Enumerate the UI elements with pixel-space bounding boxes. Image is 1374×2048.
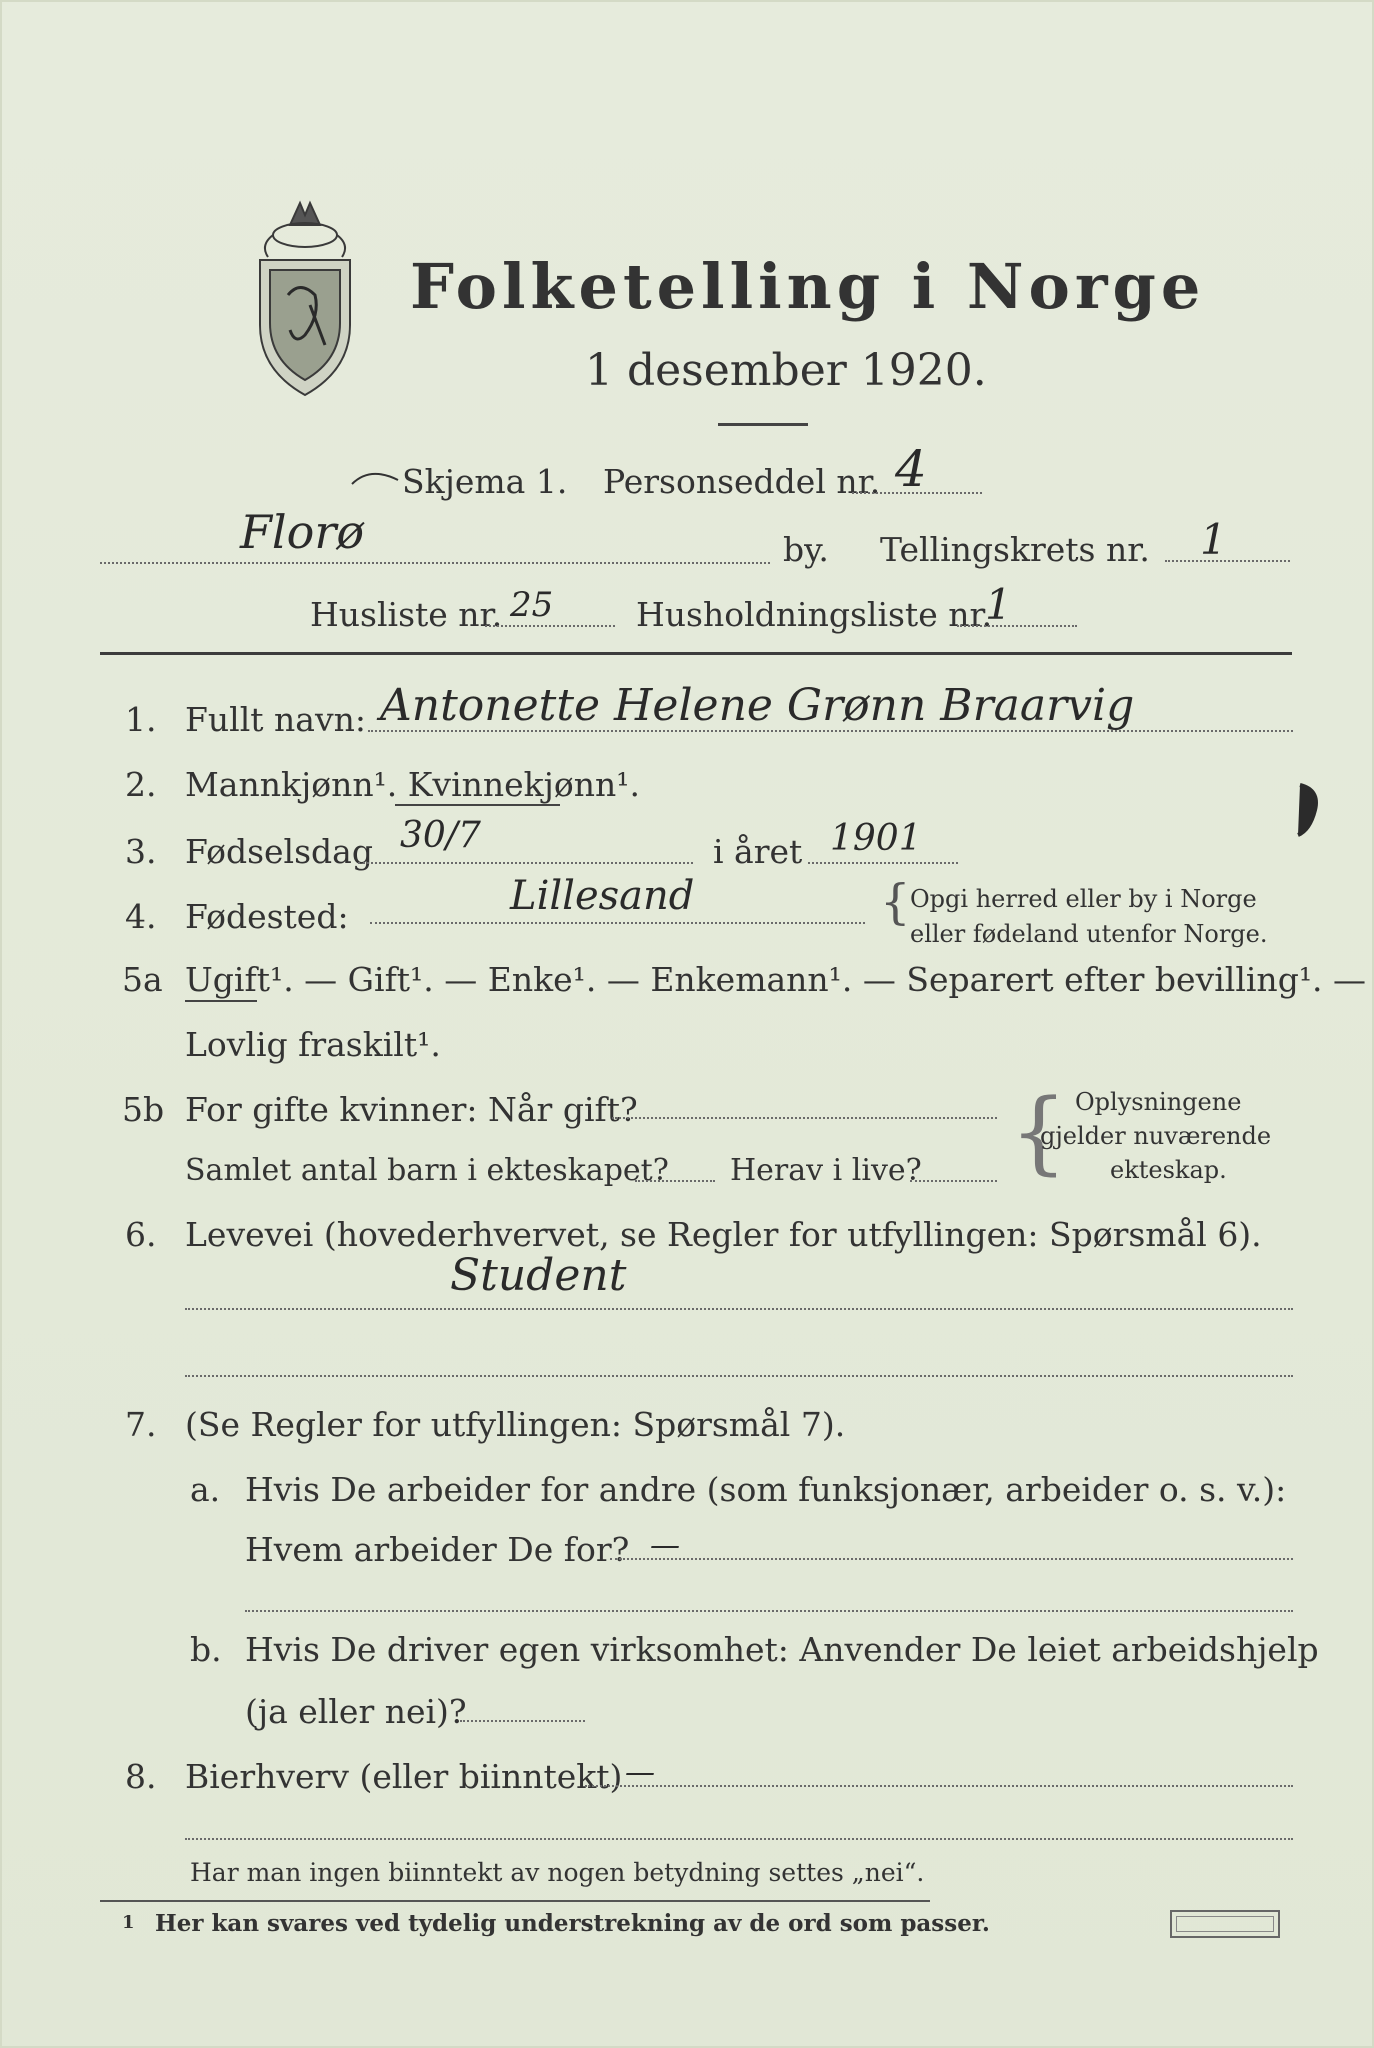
occupation-line — [185, 1308, 1293, 1310]
employer-line — [610, 1558, 1293, 1560]
alive-line — [910, 1180, 997, 1182]
side-income-line-2 — [185, 1838, 1293, 1840]
tellingskrets-value[interactable]: 1 — [1200, 515, 1227, 564]
pen-stroke-mark — [350, 462, 400, 492]
birthday-line — [358, 862, 693, 864]
q6-label: Levevei (hovederhvervet, se Regler for utfyllingen: Spørsmål 6). — [185, 1215, 1262, 1254]
q7-number: 7. — [125, 1405, 157, 1444]
nei-note: Har man ingen biinntekt av nogen betydning settes „nei“. — [190, 1858, 925, 1887]
husliste-value[interactable]: 25 — [510, 585, 554, 625]
q2-number: 2. — [125, 765, 157, 804]
gender-options[interactable]: Mannkjønn¹. Kvinnekjønn¹. — [185, 765, 640, 804]
q8-label: Bierhverv (eller biinntekt) — [185, 1757, 623, 1796]
side-income-line — [585, 1785, 1293, 1787]
year-line — [808, 862, 958, 864]
q4-note-line2: eller fødeland utenfor Norge. — [910, 920, 1268, 948]
q5b-note-line2: gjelder nuværende — [1040, 1122, 1272, 1150]
printer-stamp — [1170, 1910, 1280, 1938]
q1-label: Fullt navn: — [185, 700, 366, 739]
by-value[interactable]: Florø — [240, 505, 365, 559]
ugift-underline — [185, 1000, 257, 1002]
occupation-value[interactable]: Student — [450, 1250, 627, 1301]
marital-status-options-2[interactable]: Lovlig fraskilt¹. — [185, 1025, 441, 1064]
q8-number: 8. — [125, 1757, 157, 1796]
husliste-label: Husliste nr. — [310, 595, 503, 634]
tellingskrets-label: Tellingskrets nr. — [880, 530, 1150, 569]
q4-label: Fødested: — [185, 897, 349, 936]
skjema-label: Skjema 1. — [402, 462, 568, 501]
q4-note-line1: Opgi herred eller by i Norge — [910, 885, 1257, 913]
q5b-note-line1: Oplysningene — [1075, 1088, 1242, 1116]
occupation-line-2 — [185, 1375, 1293, 1377]
q7a-letter: a. — [190, 1470, 221, 1509]
q7b-line2: (ja eller nei)? — [245, 1692, 467, 1731]
q7b-line1: Hvis De driver egen virksomhet: Anvender De leiet arbeidshjelp — [245, 1630, 1319, 1669]
married-date-line — [612, 1117, 997, 1119]
q3-label: Fødselsdag — [185, 832, 373, 871]
q7-label: (Se Regler for utfyllingen: Spørsmål 7). — [185, 1405, 846, 1444]
note-brace-2: { — [1010, 1080, 1068, 1185]
census-date: 1 desember 1920. — [585, 345, 987, 396]
side-income-value[interactable]: — — [625, 1755, 655, 1790]
birthday-value[interactable]: 30/7 — [400, 815, 481, 856]
children-label: Samlet antal barn i ekteskapet? — [185, 1153, 669, 1188]
hired-help-line — [460, 1720, 585, 1722]
husliste-line — [485, 625, 615, 627]
q4-number: 4. — [125, 897, 157, 936]
norwegian-coat-of-arms-icon — [250, 195, 360, 405]
year-label: i året — [713, 832, 803, 871]
q7b-letter: b. — [190, 1630, 222, 1669]
q7a-line1: Hvis De arbeider for andre (som funksjonær, arbeider o. s. v.): — [245, 1470, 1287, 1509]
marital-status-options[interactable]: Ugift¹. — Gift¹. — Enke¹. — Enkemann¹. — Separert efter bevilling¹. — — [185, 960, 1367, 999]
husholdning-line — [957, 625, 1077, 627]
birth-year-value[interactable]: 1901 — [830, 818, 922, 859]
tellingskrets-line — [1165, 560, 1290, 562]
q5a-number: 5a — [122, 960, 163, 999]
by-line — [100, 562, 770, 564]
footnote-text: Her kan svares ved tydelig understrekning av de ord som passer. — [155, 1910, 990, 1937]
q1-number: 1. — [125, 700, 157, 739]
husholdning-value[interactable]: 1 — [985, 580, 1012, 629]
birthplace-value[interactable]: Lillesand — [510, 873, 695, 919]
personseddel-value[interactable]: 4 — [895, 440, 927, 498]
q7a-line2: Hvem arbeider De for? — [245, 1530, 630, 1569]
paper-tear-mark — [1290, 780, 1330, 840]
q5b-note-line3: ekteskap. — [1110, 1156, 1227, 1184]
alive-label: Herav i live? — [730, 1153, 922, 1188]
employer-value[interactable]: — — [650, 1528, 680, 1563]
q6-number: 6. — [125, 1215, 157, 1254]
header-separator — [100, 652, 1292, 655]
title-divider — [718, 423, 808, 426]
by-label: by. — [783, 530, 829, 569]
full-name-value[interactable]: Antonette Helene Grønn Braarvig — [380, 680, 1135, 731]
personseddel-label: Personseddel nr. — [603, 462, 881, 501]
footnote-separator — [100, 1900, 930, 1902]
note-brace: { — [880, 874, 911, 930]
children-line — [635, 1180, 715, 1182]
birthplace-line — [370, 922, 865, 924]
married-women-label: For gifte kvinner: Når gift? — [185, 1090, 638, 1129]
q3-number: 3. — [125, 832, 157, 871]
q5b-number: 5b — [122, 1090, 165, 1129]
husholdning-label: Husholdningsliste nr. — [636, 595, 993, 634]
footnote-mark: 1 — [122, 1912, 135, 1933]
employer-line-2 — [245, 1610, 1293, 1612]
kvinnekjonn-underline — [395, 804, 560, 806]
form-title: Folketelling i Norge — [410, 250, 1206, 323]
